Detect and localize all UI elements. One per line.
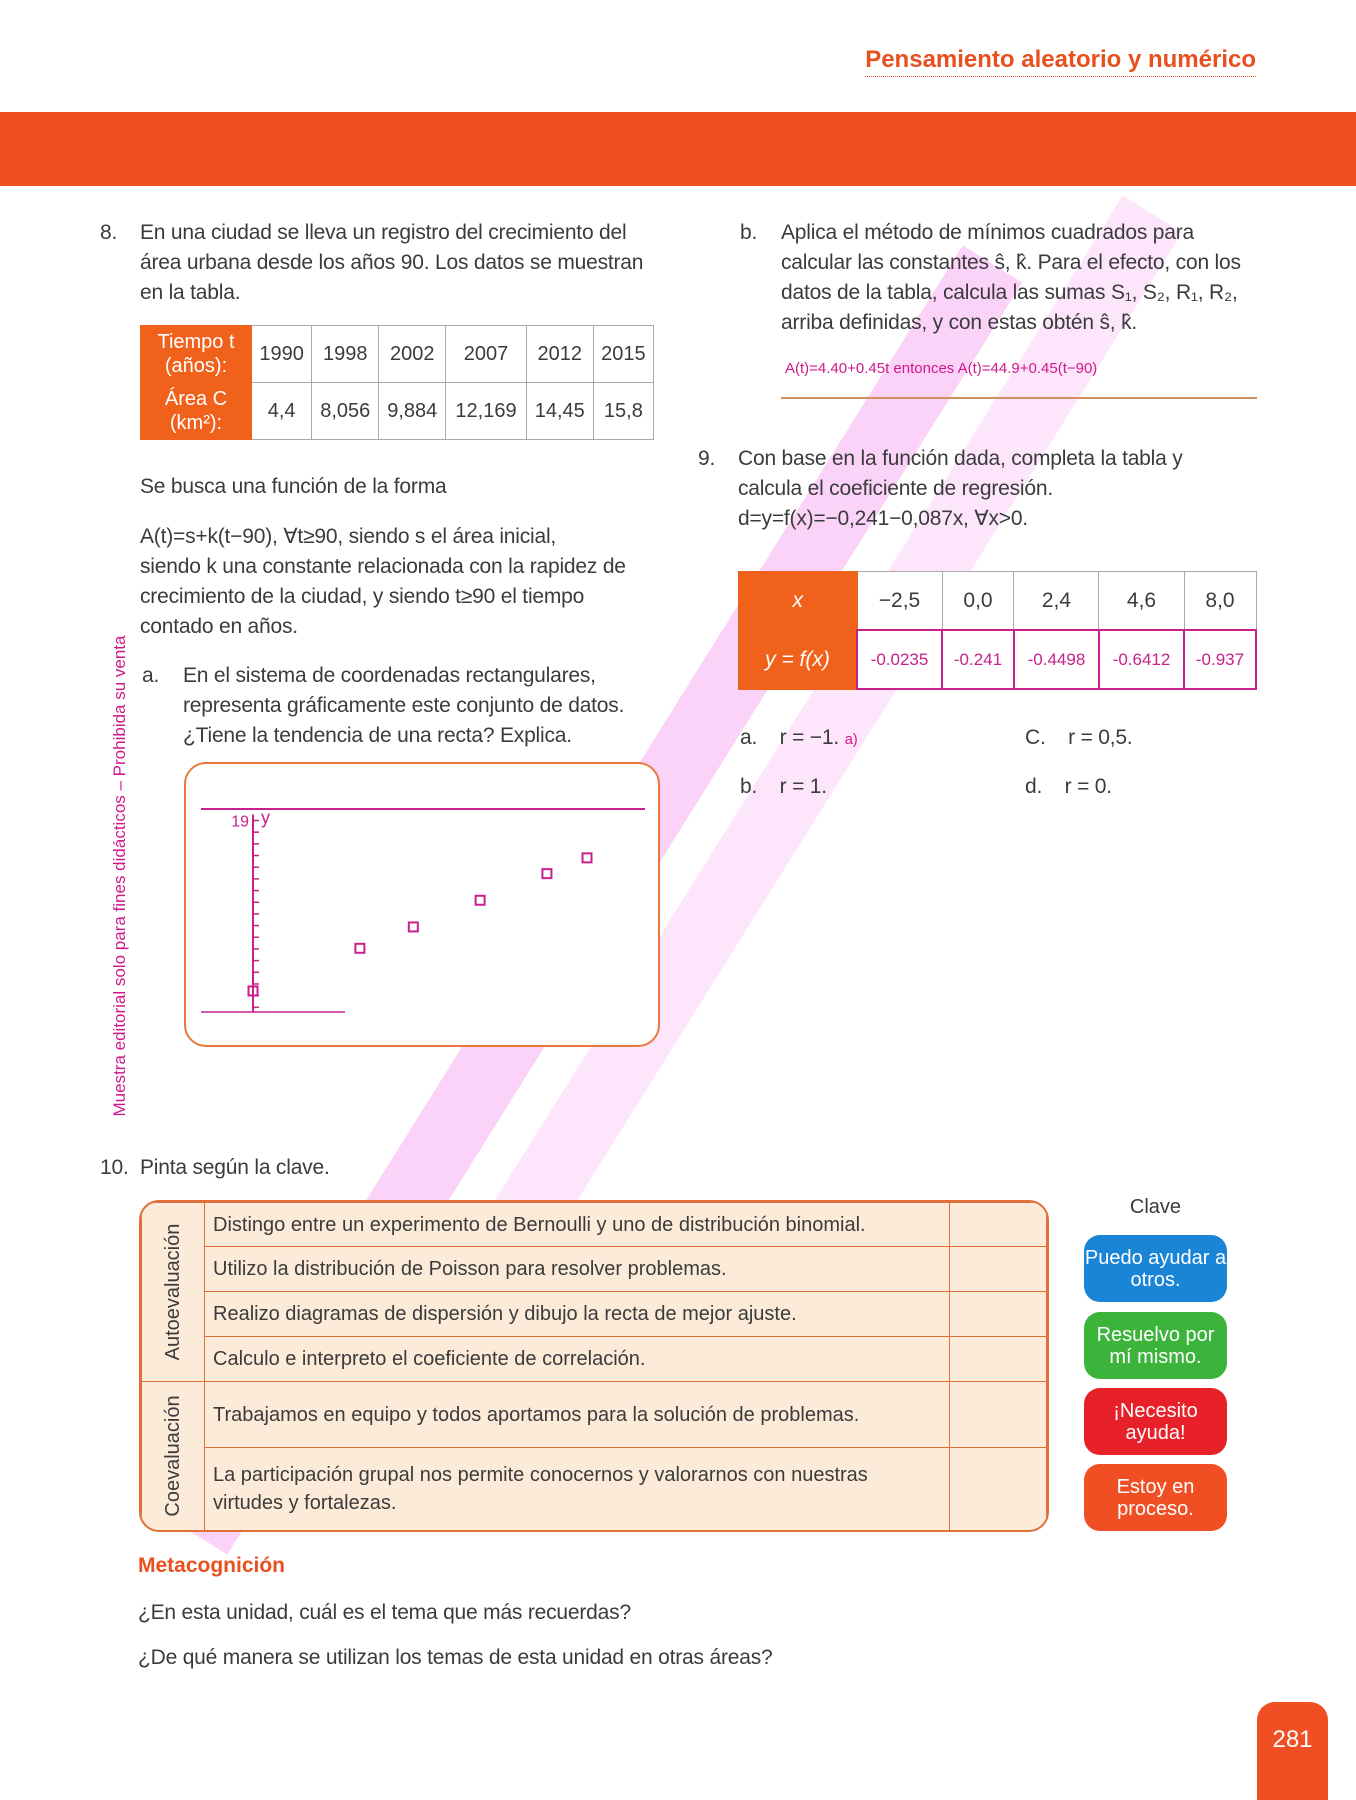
q8-intro: Se busca una función de la forma [140, 475, 447, 498]
cell: 8,0 [1184, 572, 1256, 631]
q8-formula [140, 522, 626, 642]
cell: 4,4 [252, 383, 312, 440]
q8b-label: b. [740, 221, 758, 244]
table-row [142, 1448, 1047, 1531]
header-band [0, 112, 1356, 186]
line: calcula el coeficiente de regresión. [738, 477, 1053, 500]
metacognition-title: Metacognición [138, 1554, 286, 1577]
q8-number: 8. [100, 221, 118, 244]
option-label: C. [1025, 726, 1046, 749]
paint-cell[interactable] [950, 1448, 1047, 1531]
cell: 0,0 [942, 572, 1014, 631]
chart-box [184, 762, 660, 1047]
paint-cell[interactable] [950, 1337, 1047, 1382]
cell: 2012 [526, 326, 593, 383]
item-text: Distingo entre un experimento de Bernoulli y uno de distribución binomial. [205, 1203, 950, 1247]
line: Con base en la función dada, completa la tabla y [738, 447, 1183, 470]
answer-mark: a) [844, 731, 858, 748]
q8a-label: a. [142, 664, 160, 687]
table-row [142, 1292, 1047, 1337]
line: d=y=f(x)=−0,241−0,087x, ∀x>0. [738, 507, 1028, 530]
item-text: Trabajamos en equipo y todos aportamos para la solución de problemas. [205, 1382, 950, 1448]
paint-cell[interactable] [950, 1382, 1047, 1448]
cell: 1990 [252, 326, 312, 383]
line: área urbana desde los años 90. Los datos se muestran [140, 251, 644, 274]
scatter-plot [186, 764, 658, 1045]
data-point [476, 896, 485, 905]
y-tick-label: 19 [231, 813, 249, 831]
y-header: y = f(x) [739, 630, 858, 689]
item-text: La participación grupal nos permite conocernos y valorarnos con nuestras virtudes y fortalezas. [205, 1448, 950, 1531]
line: representa gráficamente este conjunto de datos. [183, 694, 625, 717]
table-row [142, 1247, 1047, 1292]
line: en la tabla. [140, 281, 241, 304]
function-table [738, 571, 1257, 690]
paint-cell[interactable] [950, 1292, 1047, 1337]
cell: 2007 [446, 326, 527, 383]
side-note: Muestra editorial solo para fines didácticos – Prohibida su venta [110, 635, 129, 1117]
line: Aplica el método de mínimos cuadrados para [781, 221, 1194, 244]
metacog-question: ¿De qué manera se utilizan los temas de esta unidad en otras áreas? [138, 1646, 773, 1669]
q8-text [140, 218, 643, 308]
cell: 2015 [593, 326, 653, 383]
line: En el sistema de coordenadas rectangulares, [183, 664, 596, 687]
cell: 2,4 [1014, 572, 1099, 631]
option-label: d. [1025, 775, 1043, 798]
cell: 1998 [312, 326, 379, 383]
answer-cell[interactable]: -0.937 [1184, 630, 1256, 689]
cell: 8,056 [312, 383, 379, 440]
table-row [142, 1382, 1047, 1448]
option-label: b. [740, 775, 758, 798]
item-text: Realizo diagramas de dispersión y dibujo la recta de mejor ajuste. [205, 1292, 950, 1337]
line: A(t)=s+k(t−90), ∀t≥90, siendo s el área inicial, [140, 525, 557, 548]
key-in-progress: Estoy en proceso. [1084, 1464, 1227, 1531]
data-point [355, 944, 364, 953]
q8b-text [781, 218, 1241, 338]
row-header: Área C (km²): [141, 383, 252, 440]
paint-cell[interactable] [950, 1203, 1047, 1247]
table-row [739, 572, 1257, 631]
line: crecimiento de la ciudad, y siendo t≥90 el tiempo [140, 585, 585, 608]
key-help-others: Puedo ayudar a otros. [1084, 1235, 1227, 1302]
option-c[interactable] [1025, 723, 1133, 753]
x-header: x [739, 572, 858, 631]
option-text: r = 1. [779, 775, 827, 798]
data-point [542, 869, 551, 878]
table-row [141, 383, 654, 440]
q8b-answer: A(t)=4.40+0.45t entonces A(t)=44.9+0.45(t−90) [785, 360, 1098, 377]
line: siendo k una constante relacionada con la rapidez de [140, 555, 626, 578]
metacog-question: ¿En esta unidad, cuál es el tema que más recuerdas? [138, 1601, 631, 1624]
line: En una ciudad se lleva un registro del crecimiento del [140, 221, 627, 244]
key-by-myself: Resuelvo por mí mismo. [1084, 1312, 1227, 1379]
cell: −2,5 [857, 572, 942, 631]
item-text: Utilizo la distribución de Poisson para resolver problemas. [205, 1247, 950, 1292]
data-point [583, 853, 592, 862]
data-point [409, 922, 418, 931]
line: calcular las constantes ŝ, k̂. Para el efecto, con los [781, 251, 1241, 274]
key-need-help: ¡Necesito ayuda! [1084, 1388, 1227, 1455]
row-header: Tiempo t (años): [141, 326, 252, 383]
answer-cell[interactable]: -0.6412 [1099, 630, 1184, 689]
cell: 4,6 [1099, 572, 1184, 631]
table-row [739, 630, 1257, 689]
line: ¿Tiene la tendencia de una recta? Explica. [183, 724, 572, 747]
table-row [141, 326, 654, 383]
answer-cell[interactable]: -0.0235 [857, 630, 942, 689]
q9-text [738, 444, 1183, 534]
table-row [142, 1337, 1047, 1382]
paint-cell[interactable] [950, 1247, 1047, 1292]
cell: 2002 [379, 326, 446, 383]
group-label: Autoevaluación [142, 1203, 205, 1382]
group-label: Coevaluación [142, 1382, 205, 1531]
option-text: r = 0,5. [1068, 726, 1133, 749]
key-title: Clave [1129, 1196, 1182, 1218]
option-b[interactable] [740, 772, 827, 802]
section-title: Pensamiento aleatorio y numérico [865, 46, 1256, 77]
cell: 14,45 [526, 383, 593, 440]
answer-cell[interactable]: -0.241 [942, 630, 1014, 689]
q10-number: 10. [100, 1156, 129, 1179]
evaluation-table [139, 1200, 1049, 1532]
y-axis-label: y [261, 807, 270, 828]
q9-number: 9. [698, 447, 716, 470]
item-text: Calculo e interpreto el coeficiente de correlación. [205, 1337, 950, 1382]
answer-line [781, 397, 1257, 399]
growth-table [140, 325, 654, 440]
line: arriba definidas, y con estas obtén ŝ, k̂. [781, 311, 1137, 334]
cell: 15,8 [593, 383, 653, 440]
option-text: r = 0. [1064, 775, 1112, 798]
q10-text: Pinta según la clave. [140, 1156, 330, 1179]
line: datos de la tabla, calcula las sumas S₁, S₂, R₁, R₂, [781, 281, 1238, 304]
cell: 9,884 [379, 383, 446, 440]
cell: 12,169 [446, 383, 527, 440]
table-row [142, 1203, 1047, 1247]
option-a[interactable] [740, 723, 858, 755]
option-d[interactable] [1025, 772, 1112, 802]
answer-cell[interactable]: -0.4498 [1014, 630, 1099, 689]
option-text: r = −1. [779, 726, 839, 749]
q8a-text [183, 661, 624, 751]
line: contado en años. [140, 615, 298, 638]
page-number: 281 [1257, 1702, 1328, 1800]
option-label: a. [740, 726, 758, 749]
